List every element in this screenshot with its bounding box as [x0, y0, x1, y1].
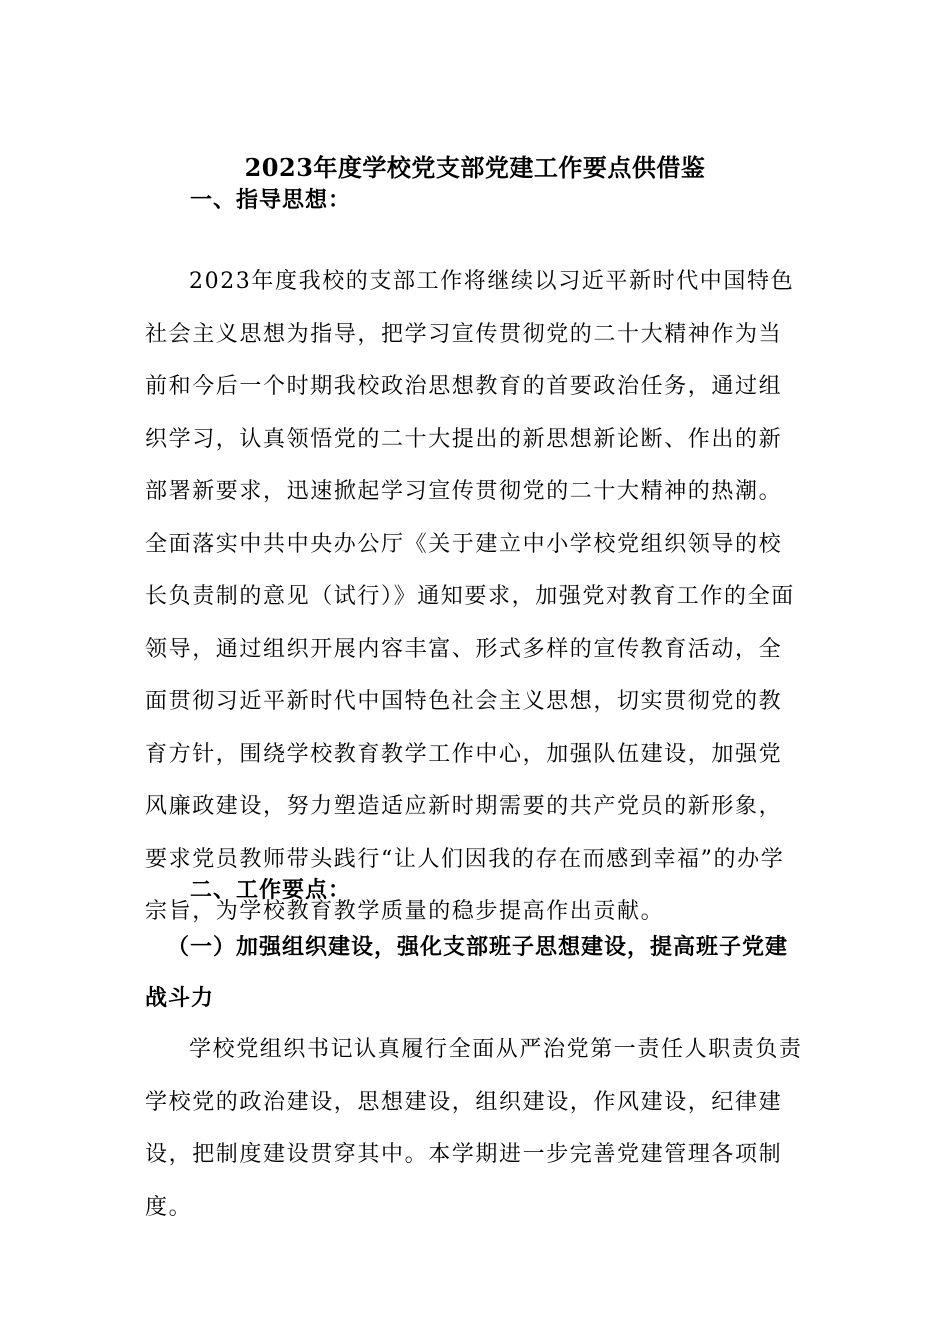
section-heading-work-points: 二、工作要点：	[190, 877, 352, 903]
document-title: 2023年度学校党支部党建工作要点供借鉴	[244, 153, 706, 182]
subsection-paragraph-organization: 学校党组织书记认真履行全面从严治党第一责任人职责负责学校党的政治建设，思想建设，组织建设，作风建设，纪律建设，把制度建设贯穿其中。本学期进一步完善党建管理各项制度。	[145, 1037, 803, 1220]
subsection-heading-organization: （一）加强组织建设，强化支部班子思想建设，提高班子党建战斗力	[145, 934, 789, 1011]
section-paragraph-guiding-thought: 2023年度我校的支部工作将继续以习近平新时代中国特色社会主义思想为指导，把学习宣传贯彻党的二十大精神作为当前和今后一个时期我校政治思想教育的首要政治任务，通过组织学习，认真领悟党的二十大提出的新思想新论断、作出的新部署新要求，迅速掀起学习宣传贯彻党的二十大精神的热潮。全面落实中共中央办公厅《关于建立中小学校党组织领导的校长负责制的意见（试行）》通知要求，加强党对教育工作的全面领导，通过组织开展内容丰富、形式多样的宣传教育活动，全面贯彻习近平新时代中国特色社会主义思想，切实贯彻党的教育方针，围绕学校教育教学工作中心，加强队伍建设，加强党风廉政建设，努力塑造适应新时期需要的共产党员的新形象，要求党员教师带头践行“让人们因我的存在而感到幸福”的办学宗旨，为学校教育教学质量的稳步提高作出贡献。	[145, 269, 795, 924]
section-heading-guiding-thought: 一、指导思想：	[190, 187, 352, 213]
